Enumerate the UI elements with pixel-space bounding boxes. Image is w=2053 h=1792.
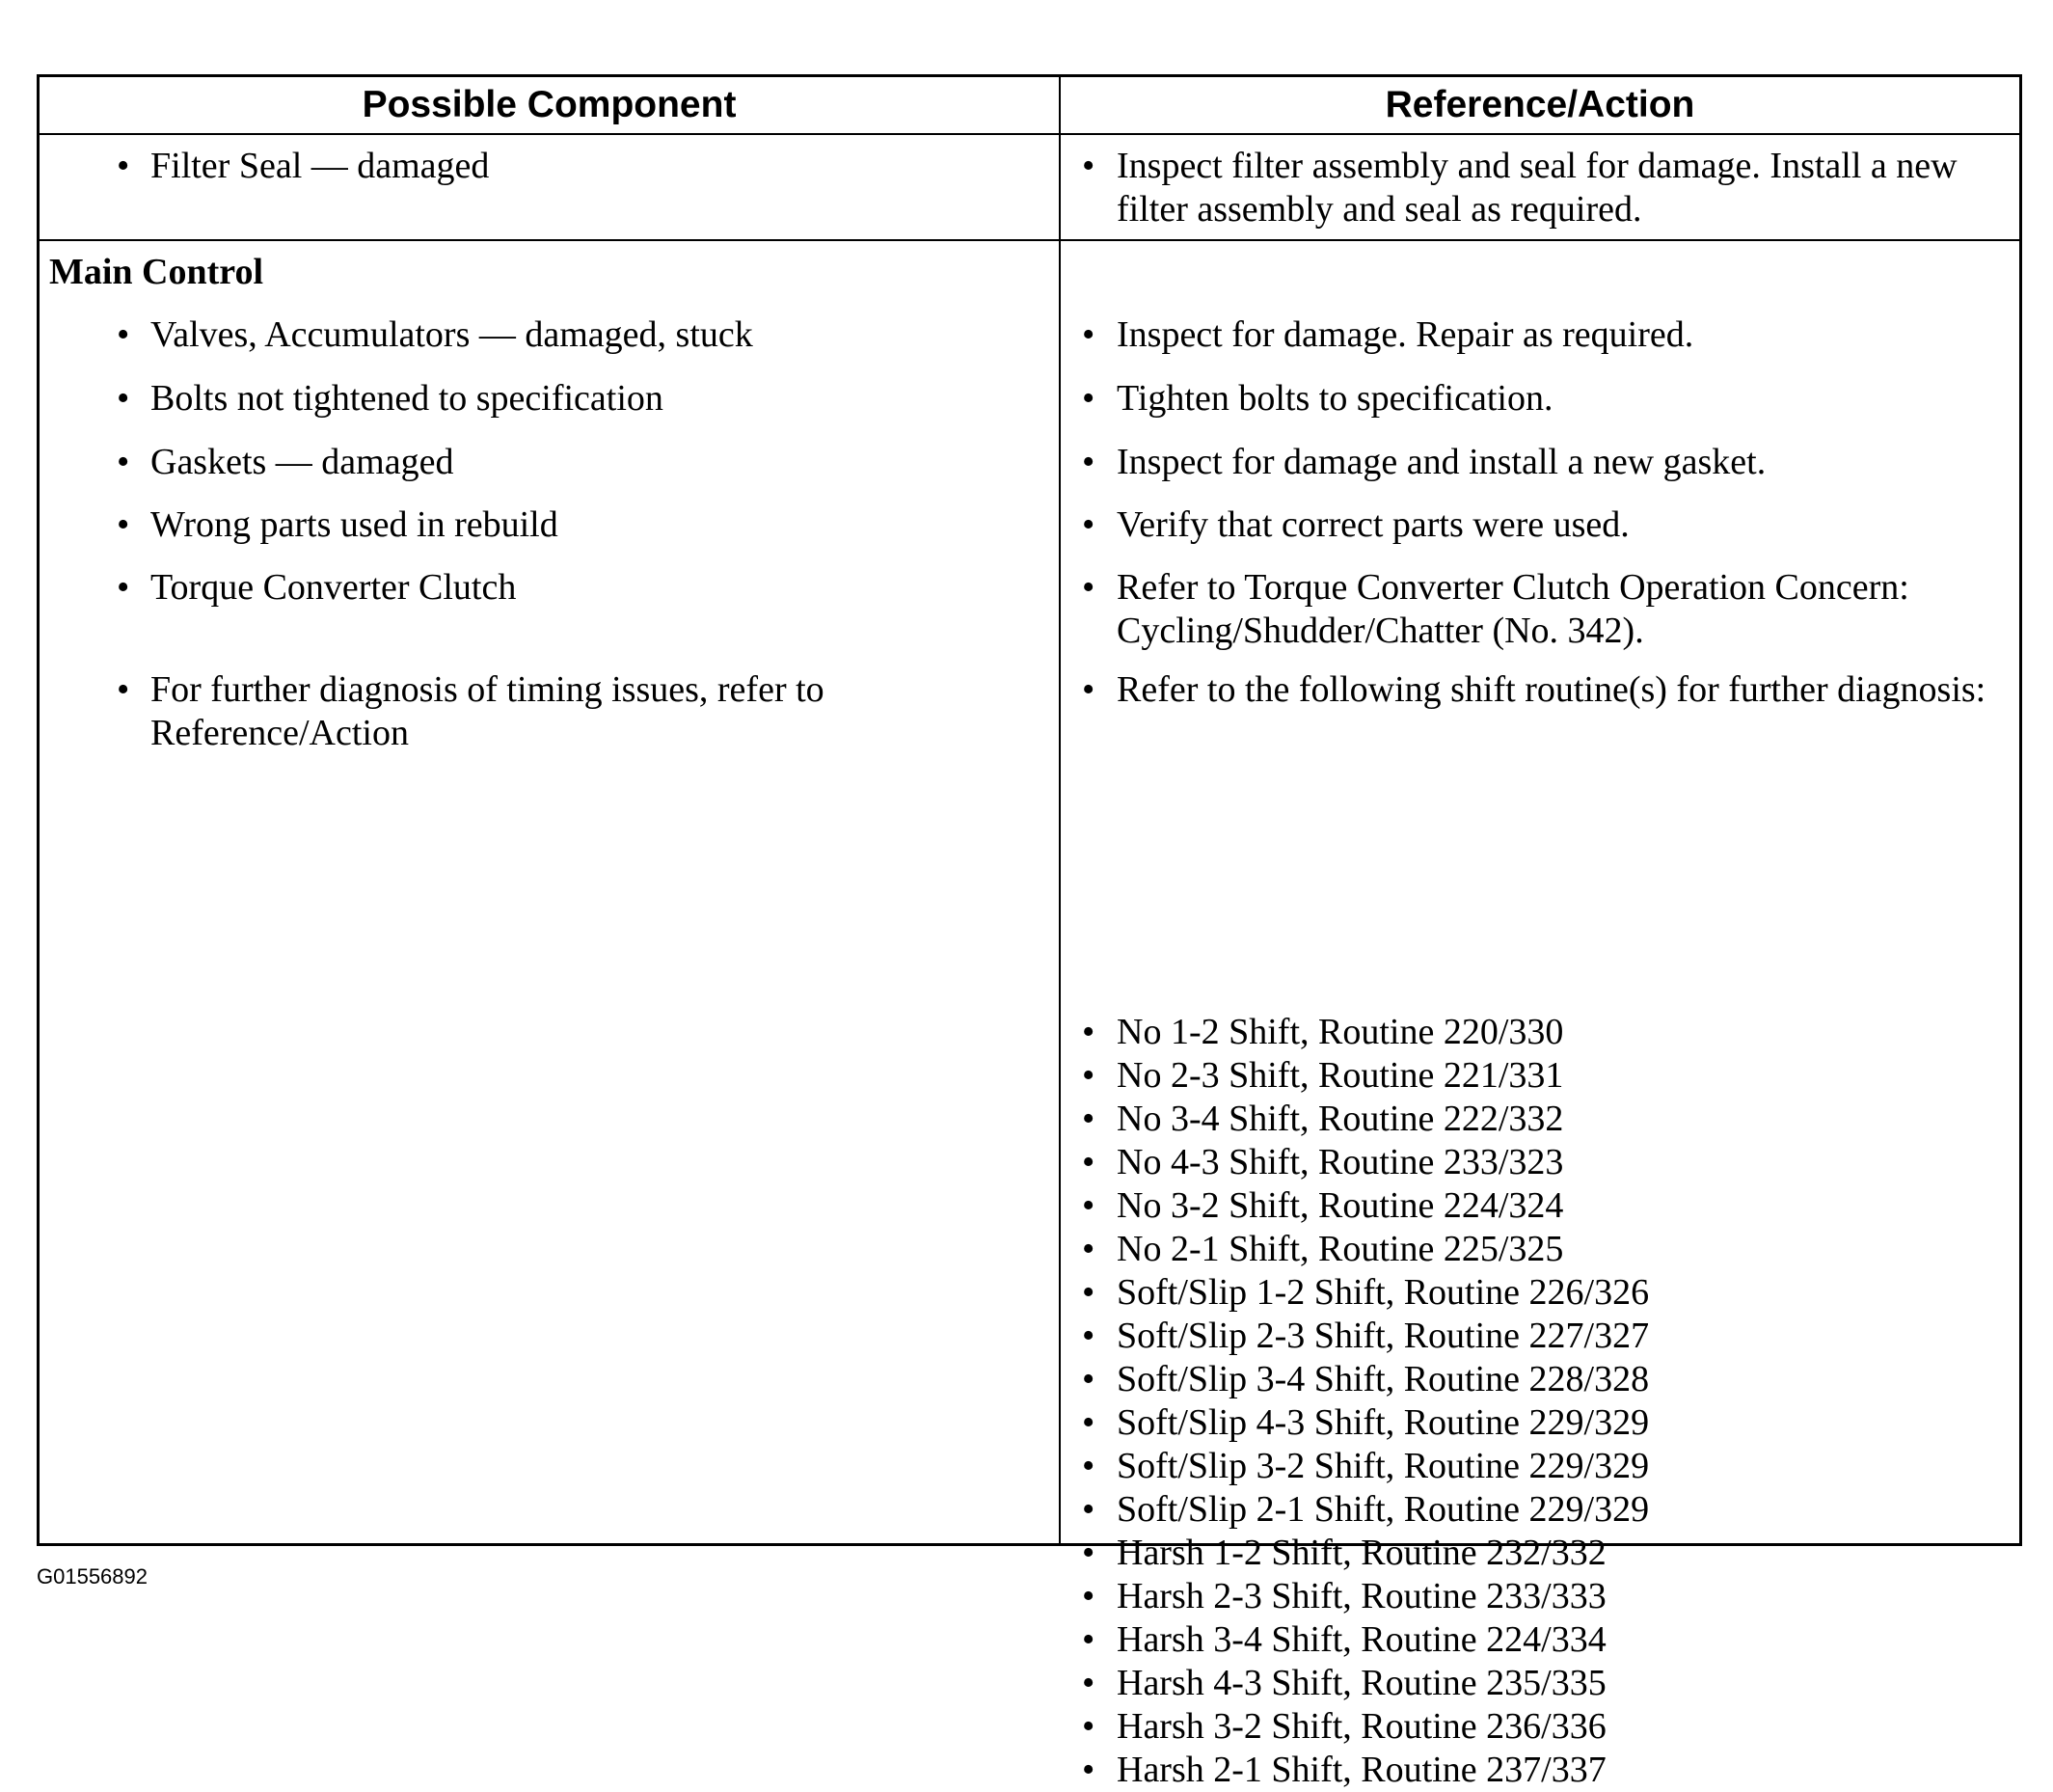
list-item: • No 3-4 Shift, Routine 222/332 <box>1061 1098 2019 1141</box>
list-item: • Soft/Slip 3-4 Shift, Routine 228/328 <box>1061 1358 2019 1401</box>
section-title-main-control: Main Control <box>49 252 264 292</box>
header-reference-action: Reference/Action <box>1385 84 1695 125</box>
shift-routine-list <box>1061 1011 2019 1792</box>
component-torque-converter: • Torque Converter Clutch <box>40 566 1059 610</box>
list-item: • Harsh 2-1 Shift, Routine 237/337 <box>1061 1749 2019 1792</box>
list-item: • Harsh 4-3 Shift, Routine 235/335 <box>1061 1662 2019 1705</box>
table-row-filter-seal <box>40 135 2019 241</box>
list-item: • Soft/Slip 3-2 Shift, Routine 229/329 <box>1061 1445 2019 1488</box>
list-item: • Soft/Slip 1-2 Shift, Routine 226/326 <box>1061 1271 2019 1315</box>
list-item: • No 3-2 Shift, Routine 224/324 <box>1061 1184 2019 1228</box>
component-gaskets: • Gaskets — damaged <box>40 441 1059 484</box>
action-gaskets: • Inspect for damage and install a new gasket. <box>1061 441 2019 484</box>
list-item: • No 2-1 Shift, Routine 225/325 <box>1061 1228 2019 1271</box>
action-wrong-parts: • Verify that correct parts were used. <box>1061 503 2019 547</box>
list-item: • Harsh 3-4 Shift, Routine 224/334 <box>1061 1618 2019 1662</box>
list-item: • Harsh 3-2 Shift, Routine 236/336 <box>1061 1705 2019 1749</box>
action-torque-converter: • Refer to Torque Converter Clutch Operation Concern: Cycling/Shudder/Chatter (No. 342). <box>1061 566 2019 653</box>
header-possible-component: Possible Component <box>40 77 1061 133</box>
list-item: • No 1-2 Shift, Routine 220/330 <box>1061 1011 2019 1054</box>
action-bolts: • Tighten bolts to specification. <box>1061 377 2019 421</box>
component-filter-seal: • Filter Seal — damaged <box>40 145 1059 188</box>
list-item: • Soft/Slip 2-3 Shift, Routine 227/327 <box>1061 1315 2019 1358</box>
figure-id: G01556892 <box>37 1564 148 1588</box>
list-item: • Harsh 1-2 Shift, Routine 232/332 <box>1061 1532 2019 1575</box>
component-bolts: • Bolts not tightened to specification <box>40 377 1059 421</box>
component-wrong-parts: • Wrong parts used in rebuild <box>40 503 1059 547</box>
list-item: • No 2-3 Shift, Routine 221/331 <box>1061 1054 2019 1098</box>
action-filter-seal: • Inspect filter assembly and seal for damage. Install a new filter assembly and seal as required. <box>1061 145 2019 231</box>
component-valves: • Valves, Accumulators — damaged, stuck <box>40 313 1059 357</box>
component-further-diagnosis: • For further diagnosis of timing issues, refer to Reference/Action <box>40 668 962 755</box>
action-valves: • Inspect for damage. Repair as required. <box>1061 313 2019 357</box>
table-header <box>40 77 2019 135</box>
list-item: • Soft/Slip 2-1 Shift, Routine 229/329 <box>1061 1488 2019 1532</box>
list-item: • Soft/Slip 4-3 Shift, Routine 229/329 <box>1061 1401 2019 1445</box>
list-item: • Harsh 2-3 Shift, Routine 233/333 <box>1061 1575 2019 1618</box>
list-item: • No 4-3 Shift, Routine 233/323 <box>1061 1141 2019 1184</box>
action-further-diagnosis: • Refer to the following shift routine(s) for further diagnosis: <box>1061 668 2019 712</box>
